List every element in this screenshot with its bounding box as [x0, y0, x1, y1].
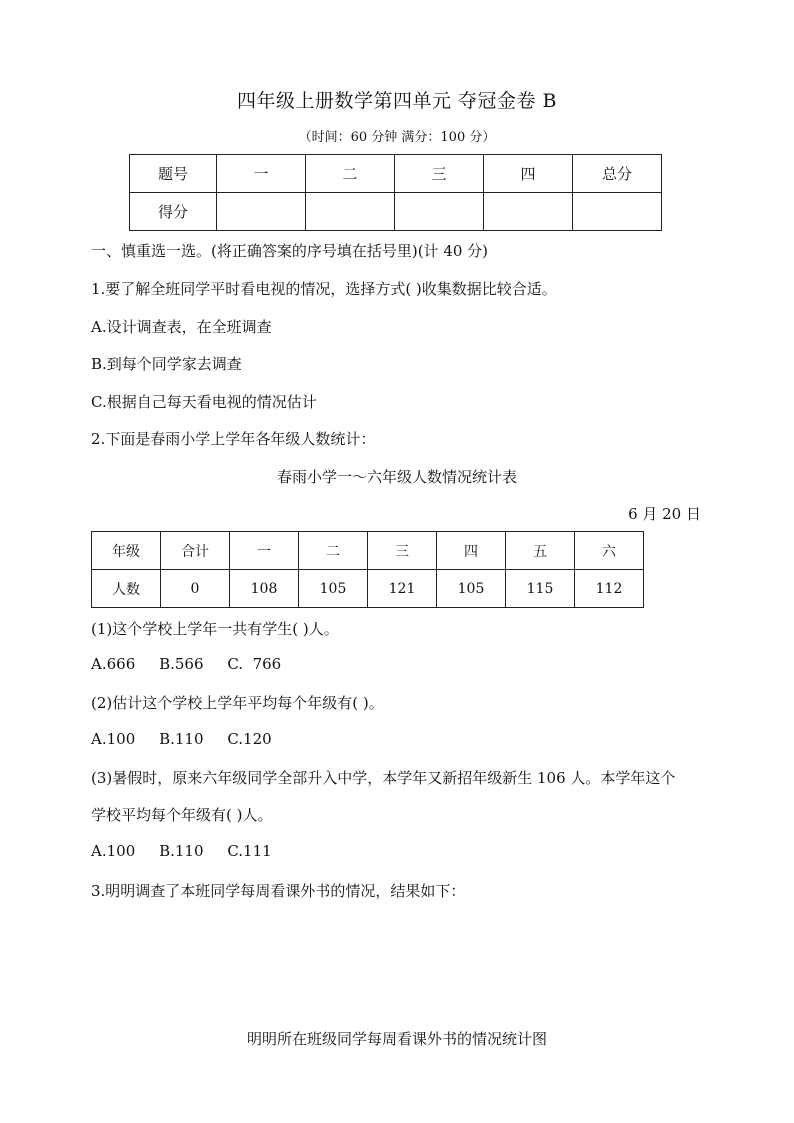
grade-count-cell: 112 [575, 570, 644, 608]
q2-sub1-options: A.666 B.566 C. 766 [91, 655, 282, 673]
score-row-label: 得分 [130, 193, 217, 231]
q2-sub1: (1)这个学校上学年一共有学生( )人。 [91, 620, 339, 638]
grade-header-cell: 二 [299, 532, 368, 570]
q1-stem: 1.要了解全班同学平时看电视的情况，选择方式( )收集数据比较合适。 [91, 280, 557, 298]
grade-header-cell: 五 [506, 532, 575, 570]
q1-option-a: A.设计调查表，在全班调查 [91, 318, 272, 336]
q2-sub3-options: A.100 B.110 C.111 [91, 842, 272, 860]
q1-option-b: B.到每个同学家去调查 [91, 355, 242, 373]
score-input-cell[interactable] [306, 193, 395, 231]
grade-header-cell: 四 [437, 532, 506, 570]
grade-count-cell: 108 [230, 570, 299, 608]
section1-heading: 一、慎重选一选。(将正确答案的序号填在括号里)(计 40 分) [91, 242, 489, 260]
score-input-cell[interactable] [217, 193, 306, 231]
score-header-cell: 总分 [573, 155, 662, 193]
grade-header-cell: 六 [575, 532, 644, 570]
grade-count-cell: 121 [368, 570, 437, 608]
q2-sub3-line2: 学校平均每个年级有( )人。 [91, 806, 273, 824]
score-table-score-row [130, 193, 662, 231]
q3-stem: 3.明明调查了本班同学每周看课外书的情况，结果如下： [91, 882, 466, 900]
q2-sub3-line1: (3)暑假时，原来六年级同学全部升入中学，本学年又新招年级新生 106 人。本学年这个 [91, 769, 676, 787]
score-input-cell[interactable] [484, 193, 573, 231]
q2-table-date: 6 月 20 日 [628, 505, 701, 523]
q2-table-title: 春雨小学一～六年级人数情况统计表 [276, 468, 517, 486]
score-input-cell[interactable] [573, 193, 662, 231]
q1-option-c: C.根据自己每天看电视的情况估计 [91, 393, 317, 411]
score-input-cell[interactable] [395, 193, 484, 231]
q2-sub2: (2)估计这个学校上学年平均每个年级有( )。 [91, 694, 384, 712]
grade-count-table [91, 531, 644, 608]
grade-header-cell: 合计 [161, 532, 230, 570]
grade-count-cell: 人数 [92, 570, 161, 608]
grade-count-cell: 115 [506, 570, 575, 608]
score-table-header-row [130, 155, 662, 193]
score-header-cell: 一 [217, 155, 306, 193]
exam-info: （时间：60 分钟 满分：100 分） [298, 130, 496, 145]
grade-table-count-row [92, 570, 644, 608]
grade-count-cell: 105 [299, 570, 368, 608]
score-table [129, 154, 662, 231]
q2-stem: 2.下面是春雨小学上学年各年级人数统计： [91, 430, 376, 448]
score-header-cell: 二 [306, 155, 395, 193]
q2-sub2-options: A.100 B.110 C.120 [91, 730, 272, 748]
grade-header-cell: 年级 [92, 532, 161, 570]
score-header-cell: 题号 [130, 155, 217, 193]
q3-chart-title: 明明所在班级同学每周看课外书的情况统计图 [246, 1030, 547, 1048]
grade-count-cell: 0 [161, 570, 230, 608]
page-title: 四年级上册数学第四单元 夺冠金卷 B [236, 90, 558, 112]
grade-count-cell: 105 [437, 570, 506, 608]
grade-table-header-row [92, 532, 644, 570]
score-header-cell: 四 [484, 155, 573, 193]
grade-header-cell: 三 [368, 532, 437, 570]
grade-header-cell: 一 [230, 532, 299, 570]
score-header-cell: 三 [395, 155, 484, 193]
